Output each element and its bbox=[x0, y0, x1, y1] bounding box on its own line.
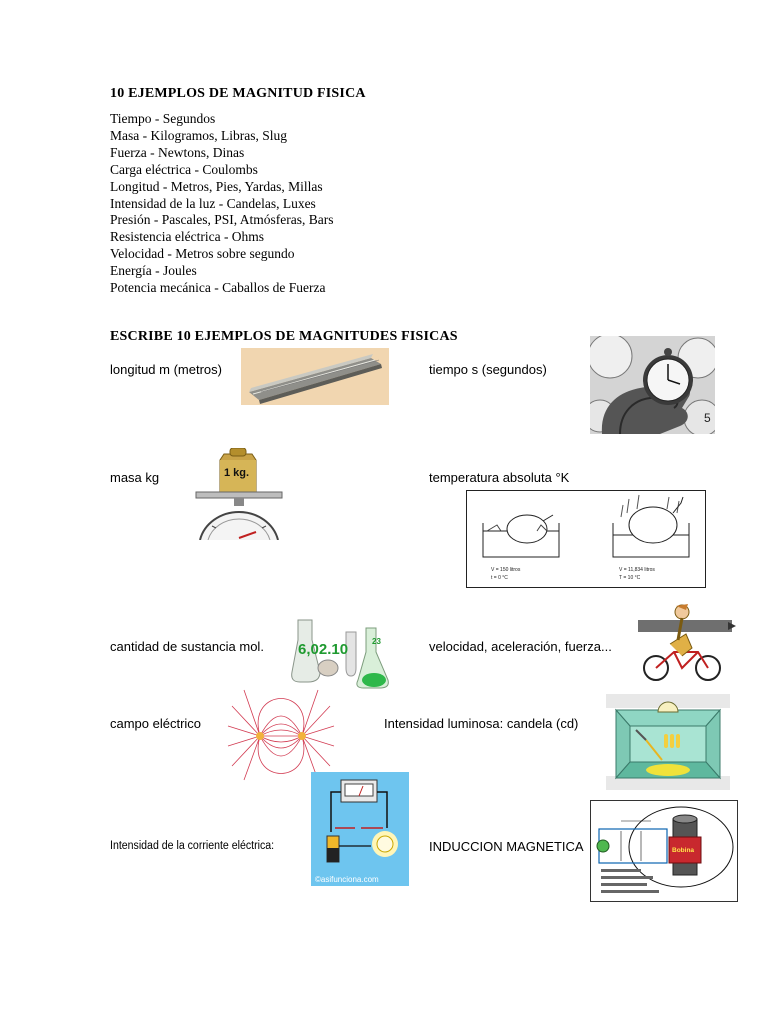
svg-text:Bobina: Bobina bbox=[672, 847, 695, 854]
list-item: Carga eléctrica - Coulombs bbox=[110, 161, 258, 177]
label-velocidad: velocidad, aceleración, fuerza... bbox=[429, 639, 612, 654]
label-induccion-magnetica: INDUCCION MAGNETICA bbox=[429, 839, 584, 854]
list-item: Resistencia eléctrica - Ohms bbox=[110, 229, 265, 245]
pocket-watch-image bbox=[590, 336, 715, 434]
svg-text:V = 150 litros: V = 150 litros bbox=[491, 567, 521, 573]
svg-text:23: 23 bbox=[372, 637, 381, 646]
magnetic-induction-image bbox=[590, 800, 738, 902]
section-title-magnitudes: 10 EJEMPLOS DE MAGNITUD FISICA bbox=[110, 86, 366, 101]
label-intensidad-luminosa: Intensidad luminosa: candela (cd) bbox=[384, 716, 579, 731]
label-longitud: longitud m (metros) bbox=[110, 362, 222, 377]
cyclist-image bbox=[634, 604, 738, 682]
list-item: Potencia mecánica - Caballos de Fuerza bbox=[110, 280, 326, 296]
svg-text:5: 5 bbox=[704, 411, 711, 425]
list-item: Presión - Pascales, PSI, Atmósferas, Bars bbox=[110, 212, 334, 228]
avogadro-flasks-image bbox=[290, 610, 396, 690]
list-item: Velocidad - Metros sobre segundo bbox=[110, 246, 295, 262]
section-title-ejemplos: ESCRIBE 10 EJEMPLOS DE MAGNITUDES FISICAS bbox=[110, 329, 458, 344]
label-masa: masa kg bbox=[110, 470, 160, 485]
label-cantidad-sustancia: cantidad de sustancia mol. bbox=[110, 639, 264, 654]
svg-text:t = 0 °C: t = 0 °C bbox=[491, 575, 508, 581]
svg-text:6,02.10: 6,02.10 bbox=[298, 641, 349, 658]
mass-scale-image bbox=[194, 448, 284, 540]
electric-current-circuit-image bbox=[311, 772, 409, 886]
svg-text:T = 10 °C: T = 10 °C bbox=[619, 575, 641, 581]
meter-bar-image bbox=[241, 348, 389, 405]
label-corriente-electrica: Intensidad de la corriente eléctrica: bbox=[110, 840, 275, 852]
svg-text:©asifunciona.com: ©asifunciona.com bbox=[315, 875, 379, 884]
electric-field-image bbox=[226, 686, 336, 782]
label-campo-electrico: campo eléctrico bbox=[110, 716, 202, 731]
list-item: Longitud - Metros, Pies, Yardas, Millas bbox=[110, 178, 323, 194]
list-item: Energía - Joules bbox=[110, 263, 197, 279]
temperature-diagram-image bbox=[466, 490, 706, 588]
list-item: Tiempo - Segundos bbox=[110, 111, 216, 126]
label-tiempo: tiempo s (segundos) bbox=[429, 362, 547, 377]
label-temperatura: temperatura absoluta °K bbox=[429, 470, 570, 485]
luminous-intensity-image bbox=[606, 694, 730, 790]
svg-text:V = 11,834 litros: V = 11,834 litros bbox=[619, 567, 655, 573]
svg-text:1 kg.: 1 kg. bbox=[224, 467, 250, 479]
list-item: Intensidad de la luz - Candelas, Luxes bbox=[110, 195, 316, 211]
list-item: Fuerza - Newtons, Dinas bbox=[110, 144, 245, 160]
magnitudes-list bbox=[110, 111, 333, 297]
list-item: Masa - Kilogramos, Libras, Slug bbox=[110, 127, 287, 143]
